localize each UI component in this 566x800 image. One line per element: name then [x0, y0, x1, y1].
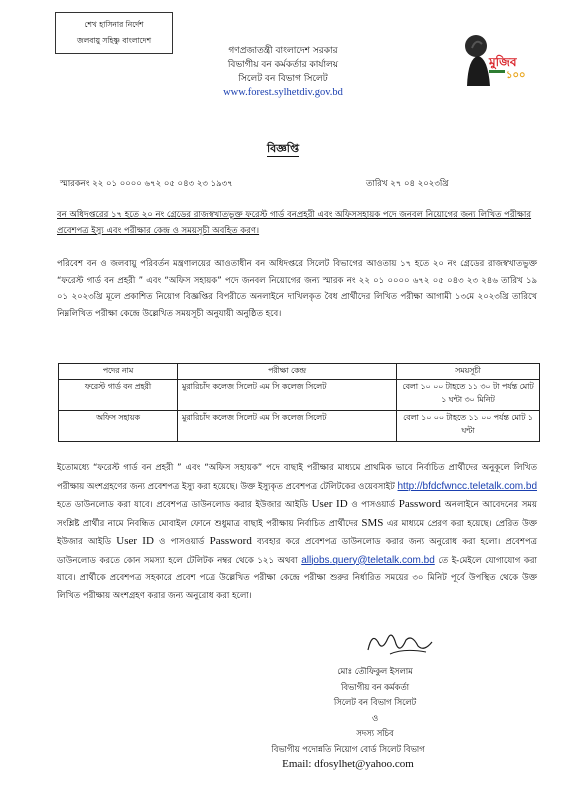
website-link[interactable]: www.forest.sylhetdiv.gov.bd [223, 87, 343, 98]
header-time: সময়সূচী [397, 364, 540, 380]
gov-name: গণপ্রজাতন্ত্রী বাংলাদেশ সরকার [228, 46, 338, 56]
signer-email[interactable]: Email: dfosylhet@yahoo.com [282, 758, 414, 770]
logo-text: মুজিব [489, 55, 517, 69]
signer-block [271, 664, 500, 773]
signer-and: ও [371, 712, 379, 723]
admit-card-link[interactable]: http://bfdcfwncc.teletalk.com.bd [397, 480, 538, 492]
slogan-line-2: জলবায়ু সহিষ্ণু বাংলাদেশ [76, 36, 152, 45]
cell-center: মুরারিচাঁদ কলেজ সিলেট এম সি কলেজ সিলেট [178, 411, 397, 442]
mujib-100-logo [462, 26, 534, 98]
division-name: সিলেট বন বিভাগ সিলেট [238, 74, 328, 84]
signer-role: সদস্য সচিব [356, 728, 394, 738]
support-email-link[interactable]: alljobs.query@teletalk.com.bd [301, 554, 435, 566]
header-post: পদের নাম [59, 364, 178, 380]
notice-subject: বন অধিদপ্তরের ১৭ হতে ২০ নং গ্রেডের রাজস্বখাতভুক্ত ফরেস্ট গার্ড বনপ্রহরী এবং অফিসসহায়ক পদে জনবল নিয়োগের জন্য লিখিত পরীক্ষার প্রবেশপত্র ইস্যু এবং পরীক্ষার কেন্দ্র ও সময়সূচী অবহিত করণ। [57, 210, 532, 236]
cell-time: বেলা ১০ ০০ টাহতে ১১ ৩০ টা পর্যন্ত মোট ১ ঘন্টা ৩০ মিনিট [397, 380, 540, 411]
notice-paragraph-1: পরিবেশ বন ও জলবায়ু পরিবর্তন মন্ত্রণালয়ের আওতাধীন বন অধিদপ্তরে সিলেট বিভাগের আওতায় ১৭ হতে ২০ নং গ্রেডের রাজস্বখাতভুক্ত “ফরেস্ট গার্ড বন প্রহরী ” এবং “অফিস সহায়ক” পদে জনবল নিয়োগের জন্য স্মারক নং ২২ ০১ ০০০০ ৬৭২ ০৫ ০৪৩ ২৩ ২৪৬ তারিখ ১৯ ০১ ২০২৩খ্রি মূলে প্রকাশিত নিয়োগ বিজ্ঞপ্তির বিপরীতে অনলাইনে দাখিলকৃত বৈধ প্রার্থীদের লিখিত পরীক্ষা আগামী ১৩মে ২০২৩খ্রি তারিখে নিম্নলিখিত পরীক্ষা কেন্দ্রে উল্লেখিত সময়সূচী অনুযায়ী অনুষ্ঠিত হবে। [57, 259, 537, 319]
notice-title: বিজ্ঞপ্তি [267, 142, 299, 155]
signer-board: বিভাগীয় পদোন্নতি নিয়োগ বোর্ড সিলেট বিভাগ [271, 743, 425, 754]
table-row [59, 411, 540, 442]
slogan-line-1: শেখ হাসিনার নির্দেশ [84, 20, 144, 29]
table-row [59, 380, 540, 411]
signer-name: মোঃ তৌফিকুল ইসলাম [337, 666, 413, 676]
office-name: বিভাগীয় বন কর্মকর্তার কার্যালয় [227, 60, 339, 70]
header-center: পরীক্ষা কেন্দ্র [178, 364, 397, 380]
notice-paragraph-2: ইতোমধ্যে “ফরেস্ট গার্ড বন প্রহরী ” এবং “অফিস সহায়ক” পদে বাছাই পরীক্ষার মাধ্যমে প্রাথমিক ভাবে নির্বাচিত প্রার্থীদের অনুকূলে লিখিত পরীক্ষায় অংশগ্রহণের জন্য প্রবেশপত্র ইস্যু করা হয়েছে। উক্ত ইস্যুকৃত প্রবেশপত্র টেলিটকের ওয়েবসাইট http://bfdcfwncc.teletalk.com.bd হতে ডাউনলোড করা যাবে। প্রবেশপত্র ডাউনলোড করার ইউজার আইডি User ID ও পাসওয়ার্ড Password অনলাইনে আবেদনের সময় সংশ্লিষ্ট প্রার্থীর নামে নিবন্ধিত মোবাইল ফোনে শুধুমাত্র বাছাই পরীক্ষায় নির্বাচিত প্রার্থীদের SMS এর মাধ্যমে প্রেরণ করা হয়েছে। প্রেরিত উক্ত ইউজার আইডি User ID ও পাসওয়ার্ড Password ব্যবহার করে প্রবেশপত্র ডাউনলোড করার জন্য অনুরোধ করা হলো। প্রবেশপত্র ডাউনলোড করতে কোন সমস্যা হলে টেলিটক নম্বর থেকে ১২১ অথবা alljobs.query@teletalk.com.bd তে ই-মেইলে যোগাযোগ করা যাবে। প্রার্থীকে প্রবেশপত্র সহকারে প্রবেশ পত্রে উল্লেখিত পরীক্ষা কেন্দ্রে পরীক্ষা শুরুর নির্ধারিত সময়ের ৩০ মিনিট পূর্বে উপস্থিত থেকে উক্ত লিখিত পরীক্ষায় অংশগ্রহণ করার জন্য অনুরোধ করা হলো। [57, 463, 538, 601]
memo-number: স্মারকনং ২২ ০১ ০০০০ ৬৭২ ০৫ ০৪৩ ২৩ ১৯৩৭ [60, 179, 233, 189]
signer-office: সিলেট বন বিভাগ সিলেট [333, 697, 417, 707]
cell-post: অফিস সহায়ক [59, 411, 178, 442]
signer-designation: বিভাগীয় বন কর্মকর্তা [341, 681, 409, 692]
notice-date: তারিখ ২৭ ০৪ ২০২৩খ্রি [366, 179, 449, 189]
logo-number: ১০০ [506, 70, 526, 81]
handwritten-signature [360, 628, 450, 658]
exam-schedule-table [58, 363, 540, 442]
cell-time: বেলা ১০ ০০ টাহতে ১১ ০০ পর্যন্ত মোট ১ ঘন্টা [397, 411, 540, 442]
table-header-row [59, 364, 540, 380]
cell-post: ফরেস্ট গার্ড বন প্রহরী [59, 380, 178, 411]
cell-center: মুরারিচাঁদ কলেজ সিলেট এম সি কলেজ সিলেট [178, 380, 397, 411]
